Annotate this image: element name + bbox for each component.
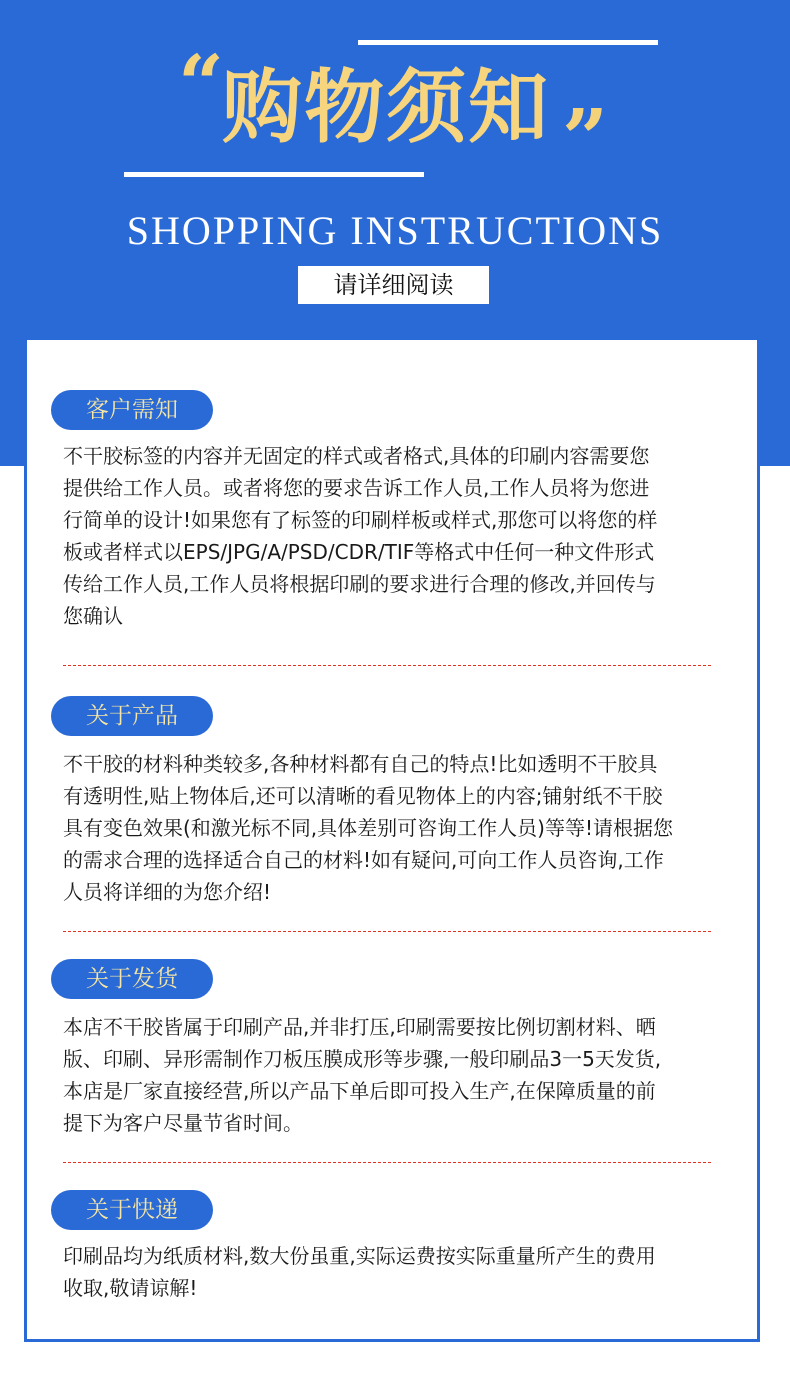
decorative-line-top bbox=[358, 40, 658, 45]
section-body: 不干胶的材料种类较多,各种材料都有自己的特点!比如透明不干胶具 有透明性,贴上物体后,还可以清晰的看见物体上的内容;铺射纸不干胶 具有变色效果(和激光标不同,具体差别可咨询工作人员)等等!请根据您 的需求合理的选择适合自己的材料!如有疑问,可向工作人员咨询,工作 人员将详细的为您介绍! bbox=[63, 752, 673, 904]
decorative-line-bottom bbox=[124, 172, 424, 177]
open-quote-mark: “ bbox=[178, 37, 225, 131]
section-body: 印刷品均为纸质材料,数大份虽重,实际运费按实际重量所产生的费用 收取,敬请谅解! bbox=[63, 1244, 656, 1300]
section-heading: 客户需知 bbox=[51, 390, 213, 430]
read-carefully-badge: 请详细阅读 bbox=[298, 266, 489, 304]
section-body: 本店不干胶皆属于印刷产品,并非打压,印刷需要按比例切割材料、晒 版、印刷、异形需制作刀板压膜成形等步骤,一般印刷品3一5天发货, 本店是厂家直接经营,所以产品下单后即可投入生产,在保障质量的前 提下为客户尽量节省时间。 bbox=[63, 1015, 662, 1135]
section-divider bbox=[63, 665, 711, 666]
section-heading: 关于产品 bbox=[51, 696, 213, 736]
page-title: 购物须知 bbox=[222, 61, 550, 154]
section-divider bbox=[63, 931, 711, 932]
section-divider bbox=[63, 1162, 711, 1163]
instructions-card bbox=[24, 340, 760, 1342]
page-subtitle: SHOPPING INSTRUCTIONS bbox=[126, 208, 664, 253]
section-body: 不干胶标签的内容并无固定的样式或者格式,具体的印刷内容需要您 提供给工作人员。或者将您的要求告诉工作人员,工作人员将为您进 行简单的设计!如果您有了标签的印刷样板或样式,那您可以将您的样 板或者样式以EPS/JPG/A/PSD/CDR/TIF等格式中任何一种文件形式 传给工作人员,工作人员将根据印刷的要求进行合理的修改,并回传与 您确认 bbox=[63, 444, 658, 628]
section-heading: 关于发货 bbox=[51, 959, 213, 999]
section-heading: 关于快递 bbox=[51, 1190, 213, 1230]
close-quote-mark: ” bbox=[562, 91, 609, 185]
